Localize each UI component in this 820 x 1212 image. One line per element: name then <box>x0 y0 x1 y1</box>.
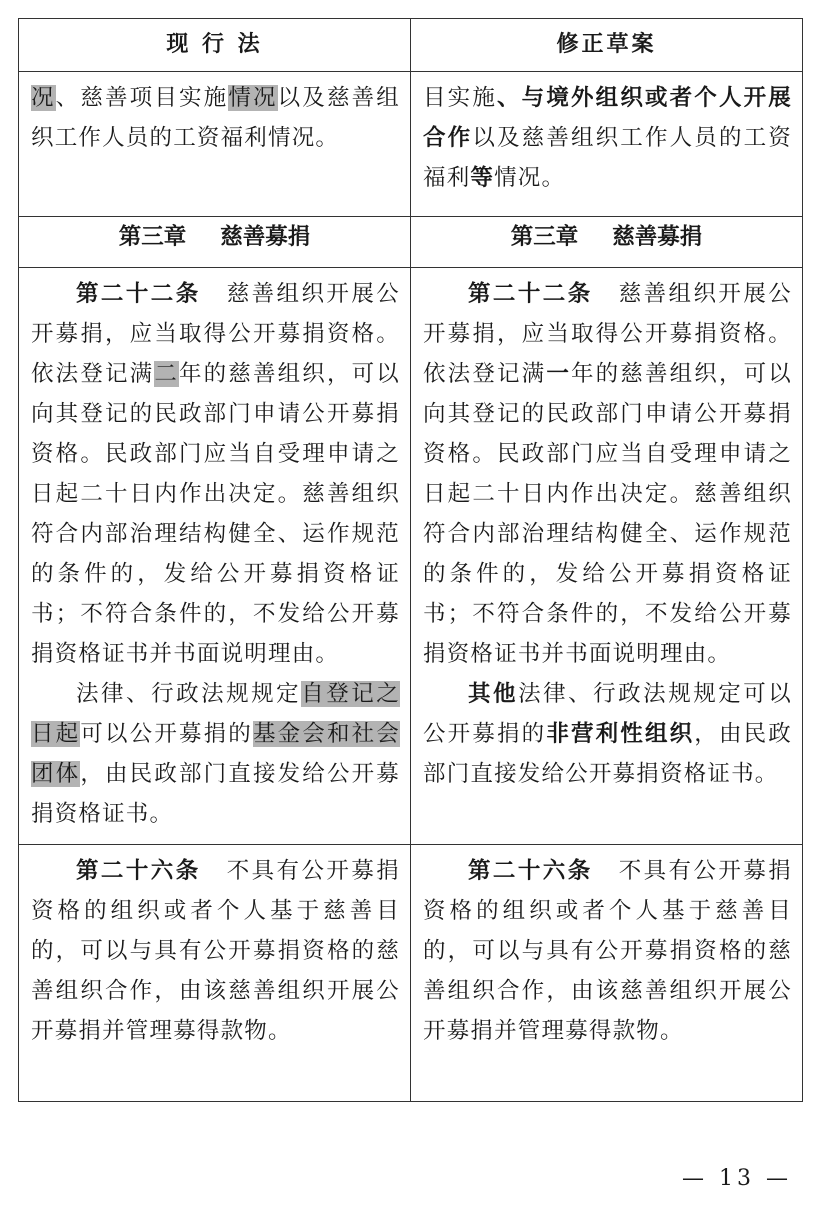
text-segment: 以及慈善组织工作人员的工资福利情况。 <box>31 85 400 151</box>
paragraph <box>31 851 400 1051</box>
current-law-cell <box>19 72 411 217</box>
bold-text: 其他 <box>468 681 519 707</box>
header-current-law: 现 行 法 <box>19 19 411 72</box>
current-law-cell <box>19 845 411 1102</box>
highlighted-text: 二 <box>154 361 179 387</box>
highlighted-text: 情况 <box>228 85 278 111</box>
paragraph <box>31 674 400 834</box>
paragraph <box>423 274 792 674</box>
amendment-draft-cell <box>411 72 803 217</box>
chapter-title: 慈善募捐 <box>220 224 311 250</box>
table-row <box>19 268 803 845</box>
chapter-row <box>19 217 803 268</box>
text-segment: 可以公开募捐的 <box>80 721 253 747</box>
highlighted-text: 自登记之日起 <box>31 681 400 747</box>
comparison-table <box>18 18 803 1102</box>
bold-text: 、与境外组织或者个人开展合作 <box>423 85 792 151</box>
table-row <box>19 845 803 1102</box>
bold-text: 等 <box>470 165 495 191</box>
chapter-title: 慈善募捐 <box>612 224 703 250</box>
page-number: — 13 — <box>682 1166 792 1191</box>
highlighted-text: 基金会和社会团体 <box>31 721 401 787</box>
article-number: 第二十二条 <box>76 281 201 307</box>
article-number: 第二十六条 <box>468 858 593 884</box>
text-segment: 目实施 <box>423 85 497 111</box>
current-law-cell <box>19 268 411 845</box>
article-number: 第二十二条 <box>468 281 593 307</box>
paragraph <box>31 274 400 674</box>
text-segment: 年的慈善组织，可以向其登记的民政部门申请公开募捐资格。民政部门应当自受理申请之日起二十日内作出决定。慈善组织符合内部治理结构健全、运作规范的条件的，发给公开募捐资格证书；不符合条件的，不发给公开募捐资格证书并书面说明理由。 <box>423 361 792 667</box>
highlighted-text: 况 <box>31 85 56 111</box>
paragraph <box>31 78 400 158</box>
text-segment: 慈善组织开展公开募捐，应当取得公开募捐资格。依法登记满 <box>31 281 400 387</box>
table-row <box>19 72 803 217</box>
chapter-heading-left <box>19 217 411 268</box>
paragraph <box>423 851 792 1051</box>
text-segment: ，由民政部门直接发给公开募捐资格证书。 <box>423 721 792 787</box>
paragraph <box>423 674 792 794</box>
header-amendment-draft: 修正草案 <box>411 19 803 72</box>
chapter-number: 第三章 <box>510 224 579 250</box>
text-segment: 、慈善项目实施 <box>55 85 229 111</box>
chapter-number: 第三章 <box>118 224 187 250</box>
text-segment: 不具有公开募捐资格的组织或者个人基于慈善目的，可以与具有公开募捐资格的慈善组织合作，由该慈善组织开展公开募捐并管理募得款物。 <box>423 858 792 1044</box>
text-segment: 法律、行政法规规定 <box>76 681 302 707</box>
text-segment: 年的慈善组织，可以向其登记的民政部门申请公开募捐资格。民政部门应当自受理申请之日起二十日内作出决定。慈善组织符合内部治理结构健全、运作规范的条件的，发给公开募捐资格证书；不符合条件的，不发给公开募捐资格证书并书面说明理由。 <box>31 361 400 667</box>
text-segment: 以及慈善组织工作人员的工资福利 <box>423 125 792 191</box>
bold-text: 非营利性组织 <box>546 721 695 747</box>
bold-text: 一 <box>546 361 571 387</box>
text-segment: 情况。 <box>494 165 566 191</box>
text-segment: ，由民政部门直接发给公开募捐资格证书。 <box>31 761 400 827</box>
amendment-draft-cell <box>411 845 803 1102</box>
article-number: 第二十六条 <box>76 858 201 884</box>
text-segment: 法律、行政法规规定可以公开募捐的 <box>423 681 793 747</box>
text-segment: 不具有公开募捐资格的组织或者个人基于慈善目的，可以与具有公开募捐资格的慈善组织合作，由该慈善组织开展公开募捐并管理募得款物。 <box>31 858 400 1044</box>
paragraph <box>423 78 792 198</box>
chapter-heading-right <box>411 217 803 268</box>
text-segment: 慈善组织开展公开募捐，应当取得公开募捐资格。依法登记满 <box>423 281 792 387</box>
amendment-draft-cell <box>411 268 803 845</box>
table-header-row <box>19 19 803 72</box>
